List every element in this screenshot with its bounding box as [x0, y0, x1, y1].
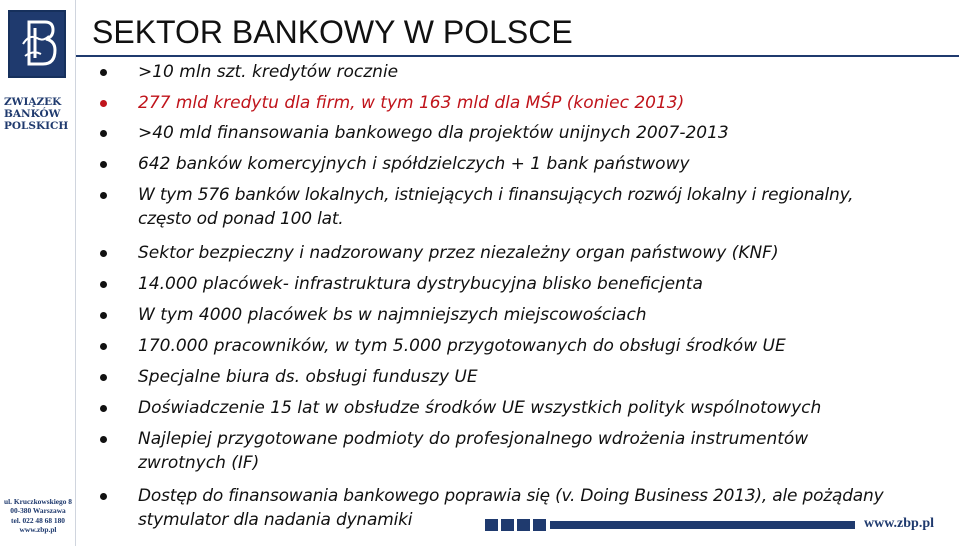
org-address — [2, 497, 74, 534]
footer-squares — [485, 519, 546, 531]
bullet-icon — [100, 100, 107, 107]
org-name-line: BANKÓW — [4, 108, 61, 120]
bullet-text-continued: zwrotnych (IF) — [138, 453, 260, 473]
org-name-line: ZWIĄZEK — [4, 96, 62, 108]
address-line: tel. 022 48 68 180 — [11, 515, 65, 525]
bullet-text: W tym 4000 placówek bs w najmniejszych miejscowościach — [138, 305, 647, 325]
bullet-text-continued: stymulator dla nadania dynamiki — [138, 510, 413, 530]
bullet-text: >40 mld finansowania bankowego dla projektów unijnych 2007-2013 — [138, 123, 729, 143]
bullet-text: 642 banków komercyjnych i spółdzielczych + 1 bank państwowy — [138, 154, 690, 174]
sidebar — [0, 0, 76, 546]
bullet-icon — [100, 281, 107, 288]
bullet-icon — [100, 436, 107, 443]
bullet-text: Specjalne biura ds. obsługi funduszy UE — [138, 367, 478, 387]
bullet-text: 277 mld kredytu dla firm, w tym 163 mld dla MŚP (koniec 2013) — [138, 93, 685, 113]
bullet-icon — [100, 312, 107, 319]
address-line: ul. Kruczkowskiego 8 — [4, 497, 72, 506]
bullet-icon — [100, 161, 107, 168]
zbp-monogram-icon — [15, 16, 59, 72]
footer-square — [517, 519, 530, 531]
bullet-icon — [100, 250, 107, 257]
footer-square — [501, 519, 514, 531]
bullet-text: 170.000 pracowników, w tym 5.000 przygotowanych do obsługi środków UE — [138, 336, 786, 356]
bullet-text: W tym 576 banków lokalnych, istniejących i finansujących rozwój lokalny i regionalny, — [138, 185, 854, 205]
bullet-text: 14.000 placówek- infrastruktura dystrybucyjna blisko beneficjenta — [138, 274, 703, 294]
bullet-icon — [100, 493, 107, 500]
bullet-text: Najlepiej przygotowane podmioty do profesjonalnego wdrożenia instrumentów — [138, 429, 809, 449]
slide-title: SEKTOR BANKOWY W POLSCE — [92, 14, 573, 50]
address-website: www.zbp.pl — [19, 524, 57, 534]
bullet-text: Sektor bezpieczny i nadzorowany przez niezależny organ państwowy (KNF) — [138, 243, 779, 263]
bullet-icon — [100, 192, 107, 199]
bullet-icon — [100, 405, 107, 412]
org-name — [4, 96, 70, 132]
footer-square — [533, 519, 546, 531]
bullet-icon — [100, 130, 107, 137]
footer-bar — [550, 521, 855, 529]
bullet-text: Dostęp do finansowania bankowego poprawia się (v. Doing Business 2013), ale pożądany — [138, 486, 884, 506]
address-line: 00-380 Warszawa — [10, 506, 66, 516]
bullet-text: Doświadczenie 15 lat w obsłudze środków UE wszystkich polityk wspólnotowych — [138, 398, 822, 418]
title-divider — [76, 55, 959, 57]
bullet-text-continued: często od ponad 100 lat. — [138, 209, 344, 229]
org-name-line: POLSKICH — [4, 120, 69, 132]
footer-website-link[interactable]: www.zbp.pl — [864, 516, 935, 531]
footer-square — [485, 519, 498, 531]
zbp-logo-icon — [8, 10, 66, 78]
bullet-icon — [100, 374, 107, 381]
bullet-text: >10 mln szt. kredytów rocznie — [138, 62, 399, 82]
bullet-icon — [100, 69, 107, 76]
bullet-icon — [100, 343, 107, 350]
